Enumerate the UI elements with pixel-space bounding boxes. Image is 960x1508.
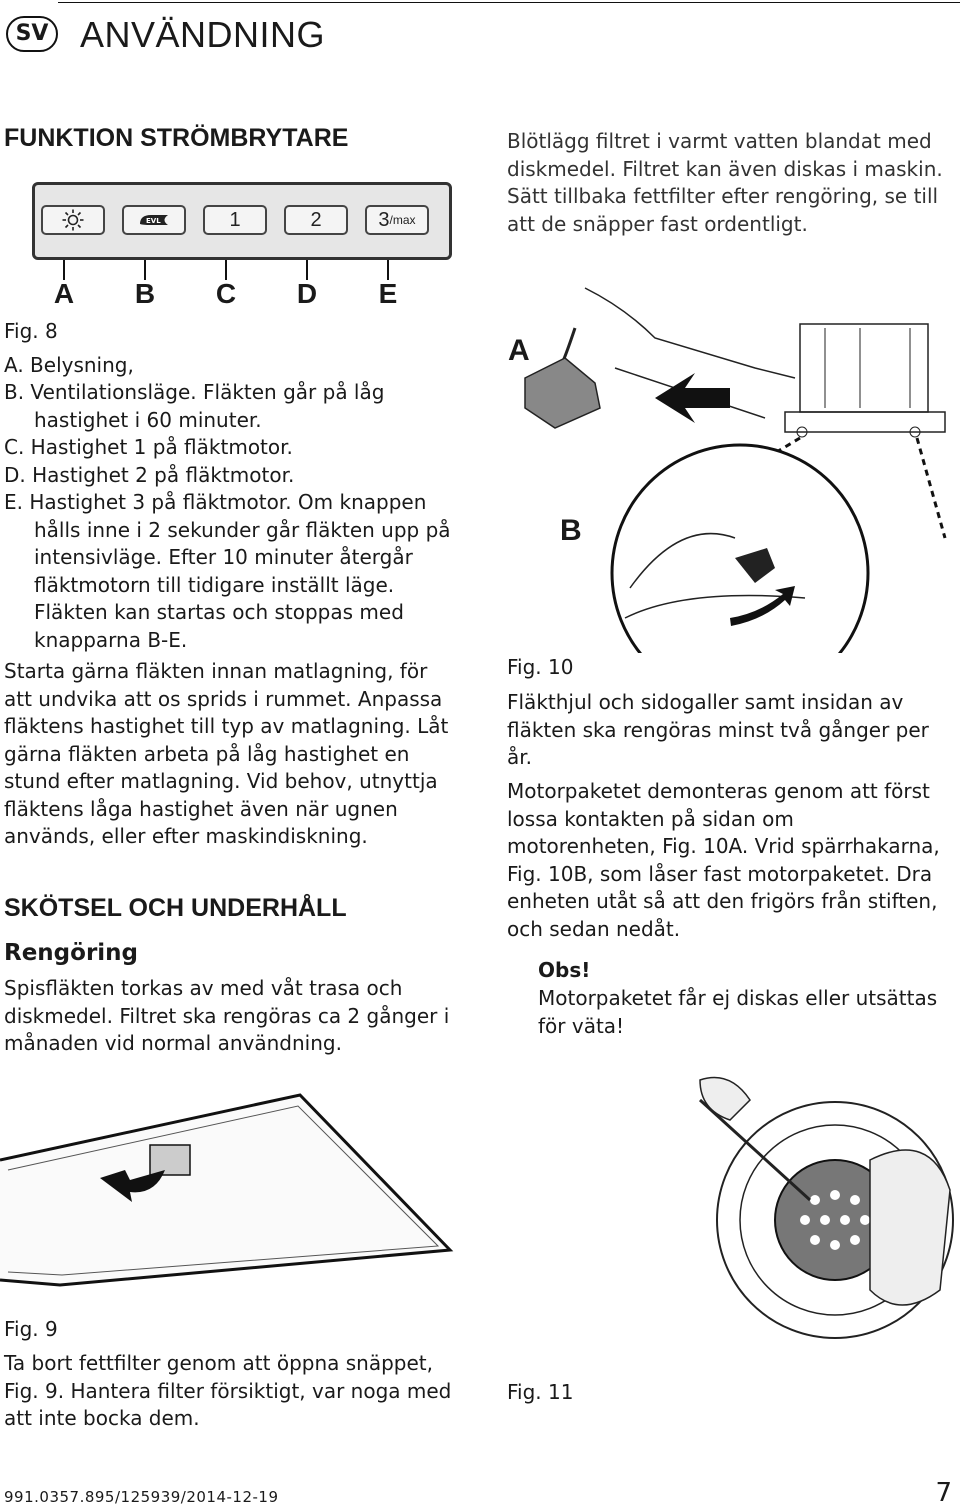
section-heading-care: SKÖTSEL OCH UNDERHÅLL	[4, 894, 347, 922]
usage-paragraph: Starta gärna fläkten innan matlagning, för att undvika att os sprids i rummet. Anpassa fläktens hastighet till typ av matlagning. Låt gärna fläkten arbeta på låg hastighet en stund efter matlagning. Vid behov, utnyttja fläktens låga hastighet även när ugnen används, eller efter maskindiskning.	[4, 659, 449, 848]
svg-text:EVL: EVL	[146, 217, 161, 225]
page-number: 7	[935, 1478, 952, 1508]
callout-letter: D	[296, 278, 318, 309]
fig11-label: Fig. 11	[507, 1380, 574, 1404]
page-title: ANVÄNDNING	[80, 14, 326, 55]
speed-1-button: 1	[203, 205, 267, 235]
fan-clean-paragraph: Fläkthjul och sidogaller samt insidan av fläkten ska rengöras minst två gånger per år.	[507, 690, 929, 769]
callout-letter: E	[378, 278, 398, 309]
language-badge: SV	[6, 16, 58, 52]
light-icon	[62, 209, 84, 231]
list-item: E. Hastighet 3 på fläktmotor. Om knappen hålls inne i 2 sekunder går fläkten upp på intensivläge. Efter 10 minuter återgår fläktmotorn till tidigare inställt läge. Fläkten kan startas och stoppas med knapparna B-E.	[4, 490, 451, 652]
callout-line	[144, 260, 146, 280]
fig10-letter-b: B	[560, 514, 582, 547]
document-code: 991.0357.895/125939/2014-12-19	[4, 1488, 279, 1506]
fig9-caption: Ta bort fettfilter genom att öppna snäppet, Fig. 9. Hantera filter försiktigt, var noga med att inte bocka dem.	[4, 1351, 452, 1430]
fig9-label: Fig. 9	[4, 1317, 58, 1341]
list-item: A. Belysning,	[4, 352, 134, 377]
callout-letter: C	[215, 278, 237, 309]
fig8-text	[4, 318, 454, 851]
list-item: D. Hastighet 2 på fläktmotor.	[4, 462, 295, 487]
section-heading-switch: FUNKTION STRÖMBRYTARE	[4, 124, 349, 152]
fig10-illustration	[505, 268, 955, 653]
fig10-label: Fig. 10	[507, 655, 574, 679]
callout-line	[63, 260, 65, 280]
callout-line	[306, 260, 308, 280]
callout-line	[387, 260, 389, 280]
note-heading: Obs!	[538, 958, 591, 982]
list-item: B. Ventilationsläge. Fläkten går på låg hastighet i 60 minuter.	[4, 380, 385, 432]
speed-3-max-button: 3 /max	[365, 205, 429, 235]
header-rule	[58, 2, 960, 3]
switch-panel	[32, 182, 452, 260]
cleaning-paragraph: Spisfläkten torkas av med våt trasa och diskmedel. Filtret ska rengöras ca 2 gånger i månaden vid normal användning.	[4, 976, 450, 1055]
subheading-cleaning: Rengöring	[4, 940, 139, 966]
fig10-letter-a: A	[508, 334, 530, 367]
eco-vent-button	[122, 205, 186, 235]
soak-paragraph: Blötlägg filtret i varmt vatten blandat med diskmedel. Filtret kan även diskas i maskin. Sätt tillbaka fettfilter efter rengöring, se till att de snäpper fast ordentligt.	[507, 129, 943, 236]
callout-letter: A	[53, 278, 75, 309]
light-button	[41, 205, 105, 235]
note-text: Motorpaketet får ej diskas eller utsättas för väta!	[538, 986, 938, 1038]
fig11-illustration	[670, 1070, 955, 1370]
motor-paragraph: Motorpaketet demonteras genom att först lossa kontakten på sidan om motorenheten, Fig. 10A. Vrid spärrhakarna, Fig. 10B, som låser fast motorpaketet. Dra enheten utåt så att den frigörs från stiften, och sedan nedåt.	[507, 779, 940, 941]
callout-line	[225, 260, 227, 280]
fig9-illustration	[0, 1070, 460, 1310]
callout-letter: B	[134, 278, 156, 309]
speed-2-button: 2	[284, 205, 348, 235]
fig-label: Fig. 8	[4, 319, 58, 343]
eco-vent-icon	[137, 212, 171, 228]
list-item: C. Hastighet 1 på fläktmotor.	[4, 435, 293, 459]
